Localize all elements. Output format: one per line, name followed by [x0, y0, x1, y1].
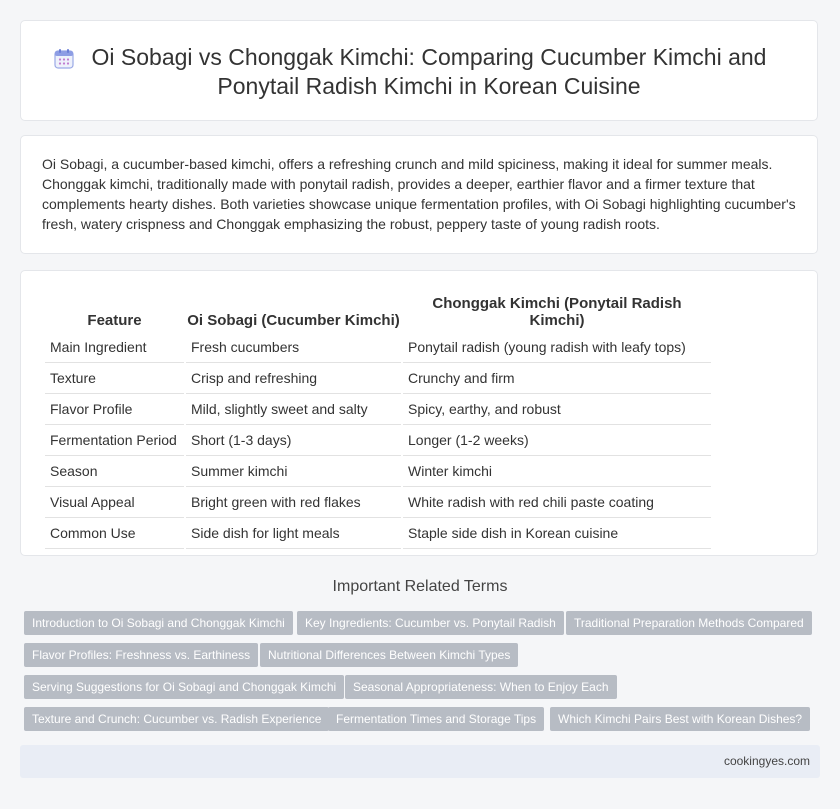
related-tag[interactable]: Nutritional Differences Between Kimchi Types: [260, 643, 518, 667]
table-cell-oi-sobagi: Mild, slightly sweet and salty: [186, 394, 401, 425]
table-row: [45, 425, 711, 456]
related-tag[interactable]: Traditional Preparation Methods Compared: [566, 611, 812, 635]
table-cell-feature: Fermentation Period: [45, 425, 184, 456]
table-cell-feature: Texture: [45, 363, 184, 394]
table-cell-feature: Main Ingredient: [45, 332, 184, 363]
table-row: [45, 487, 711, 518]
table-cell-oi-sobagi: Summer kimchi: [186, 456, 401, 487]
table-cell-feature: Season: [45, 456, 184, 487]
table-row: [45, 456, 711, 487]
table-cell-chonggak: Spicy, earthy, and robust: [403, 394, 711, 425]
table-cell-chonggak: Crunchy and firm: [403, 363, 711, 394]
table-row: [45, 518, 711, 549]
summary-text: Oi Sobagi, a cucumber-based kimchi, offers a refreshing crunch and mild spiciness, making it ideal for summer meals. Chonggak kimchi, traditionally made with ponytail radish, provides a deeper, earthier flavor and a firmer texture that complements hearty dishes. Both varieties showcase unique fermentation profiles, with Oi Sobagi highlighting cucumber's fresh, watery crispness and Chonggak emphasizing the robust, peppery taste of young radish roots.: [42, 156, 796, 232]
related-tag[interactable]: Texture and Crunch: Cucumber vs. Radish Experience: [24, 707, 329, 731]
table-cell-feature: Visual Appeal: [45, 487, 184, 518]
related-terms-title: Important Related Terms: [332, 578, 508, 595]
header-card: [20, 20, 818, 121]
comparison-table-card: [20, 270, 818, 556]
table-cell-oi-sobagi: Side dish for light meals: [186, 518, 401, 549]
table-cell-chonggak: Ponytail radish (young radish with leafy tops): [403, 332, 711, 363]
table-cell-feature: Common Use: [45, 518, 184, 549]
related-tag[interactable]: Fermentation Times and Storage Tips: [328, 707, 544, 731]
related-tag[interactable]: Serving Suggestions for Oi Sobagi and Chonggak Kimchi: [24, 675, 344, 699]
table-row: [45, 332, 711, 363]
table-header-row: [45, 295, 711, 332]
footer-site-link[interactable]: cookingyes.com: [723, 754, 810, 768]
table-cell-chonggak: White radish with red chili paste coating: [403, 487, 711, 518]
related-tag[interactable]: Seasonal Appropriateness: When to Enjoy Each: [345, 675, 617, 699]
related-tag[interactable]: Key Ingredients: Cucumber vs. Ponytail Radish: [297, 611, 564, 635]
column-header-feature: Feature: [87, 312, 142, 329]
table-cell-chonggak: Longer (1-2 weeks): [403, 425, 711, 456]
table-cell-oi-sobagi: Crisp and refreshing: [186, 363, 401, 394]
related-tag[interactable]: Which Kimchi Pairs Best with Korean Dishes?: [550, 707, 810, 731]
column-header-chonggak: Chonggak Kimchi (Ponytail Radish Kimchi): [432, 295, 682, 329]
footer: [20, 745, 820, 778]
column-header-oi-sobagi: Oi Sobagi (Cucumber Kimchi): [187, 312, 400, 329]
table-row: [45, 394, 711, 425]
related-tag[interactable]: Flavor Profiles: Freshness vs. Earthiness: [24, 643, 258, 667]
summary-card: [20, 135, 818, 254]
table-cell-oi-sobagi: Fresh cucumbers: [186, 332, 401, 363]
table-cell-chonggak: Staple side dish in Korean cuisine: [403, 518, 711, 549]
page-title: Oi Sobagi vs Chonggak Kimchi: Comparing Cucumber Kimchi and Ponytail Radish Kimchi in Korean Cuisine: [91, 44, 767, 99]
table-cell-oi-sobagi: Bright green with red flakes: [186, 487, 401, 518]
table-cell-chonggak: Winter kimchi: [403, 456, 711, 487]
comparison-table: [43, 295, 713, 549]
related-tag[interactable]: Introduction to Oi Sobagi and Chonggak Kimchi: [24, 611, 293, 635]
table-cell-feature: Flavor Profile: [45, 394, 184, 425]
table-row: [45, 363, 711, 394]
table-cell-oi-sobagi: Short (1-3 days): [186, 425, 401, 456]
